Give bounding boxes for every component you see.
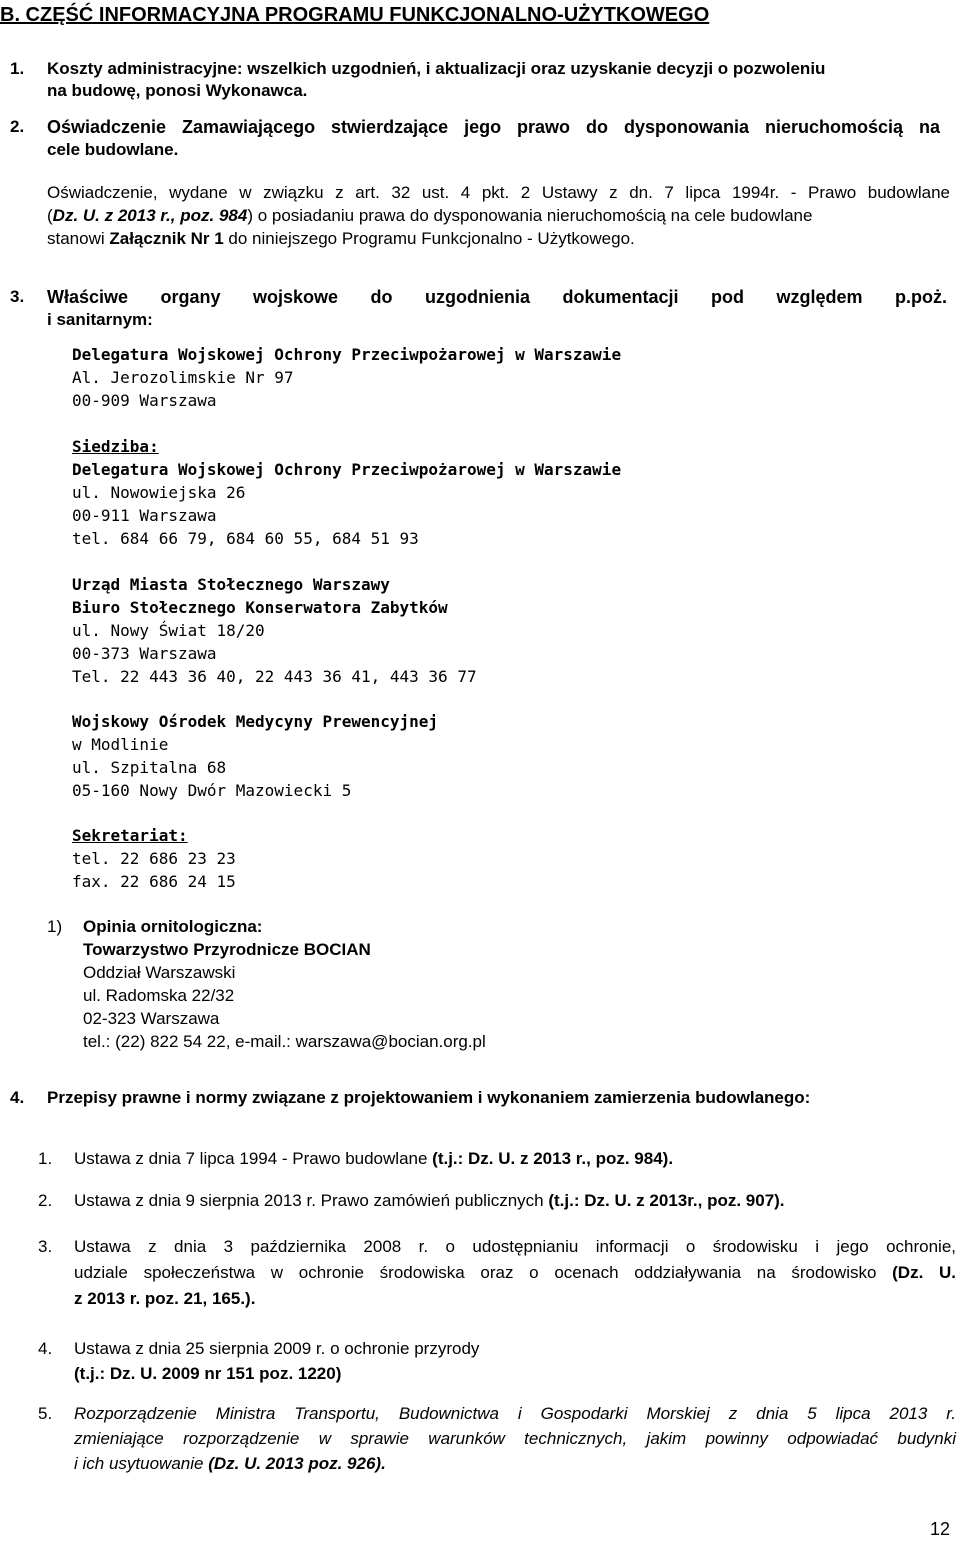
addr2-city: 00-911 Warszawa: [72, 506, 217, 525]
page-number: 12: [930, 1519, 951, 1539]
law3-line1: Ustawa z dnia 3 października 2008 r. o udostępnianiu informacji o środowisku i jego ochronie,: [74, 1237, 956, 1256]
law5-line2: zmieniające rozporządzenie w sprawie warunków technicznych, jakim powinny odpowiadać budynki: [74, 1429, 956, 1448]
law4-line2: (t.j.: Dz. U. 2009 nr 151 poz. 1220): [74, 1364, 342, 1383]
addr4-name2: w Modlinie: [72, 735, 169, 754]
opinion-title: Opinia ornitologiczna:: [83, 917, 263, 936]
addr4-label: Sekretariat:: [72, 826, 188, 845]
addr2-label: Siedziba:: [72, 437, 159, 456]
addr3-street: ul. Nowy Świat 18/20: [72, 621, 265, 640]
item2-line2: cele budowlane.: [47, 140, 179, 159]
item3-number: 3.: [10, 287, 25, 306]
law1-number: 1.: [38, 1149, 53, 1168]
law3-line3: z 2013 r. poz. 21, 165.).: [74, 1289, 256, 1308]
item3-line1: Właściwe organy wojskowe do uzgodnienia dokumentacji pod względem p.poż.: [47, 287, 947, 307]
law1-text: Ustawa z dnia 7 lipca 1994 - Prawo budowlane (t.j.: Dz. U. z 2013 r., poz. 984).: [74, 1149, 674, 1168]
opinion-org: Towarzystwo Przyrodnicze BOCIAN: [83, 940, 371, 959]
addr3-name1: Urząd Miasta Stołecznego Warszawy: [72, 575, 390, 594]
opinion-city: 02-323 Warszawa: [83, 1009, 220, 1028]
addr2-phone: tel. 684 66 79, 684 60 55, 684 51 93: [72, 529, 419, 548]
addr4-city: 05-160 Nowy Dwór Mazowiecki 5: [72, 781, 352, 800]
addr1-name: Delegatura Wojskowej Ochrony Przeciwpożarowej w Warszawie: [72, 345, 622, 364]
addr4-fax: fax. 22 686 24 15: [72, 872, 236, 891]
law3-number: 3.: [38, 1237, 53, 1256]
addr2-name: Delegatura Wojskowej Ochrony Przeciwpożarowej w Warszawie: [72, 460, 622, 479]
law4-number: 4.: [38, 1339, 53, 1358]
item2-para-line3: stanowi Załącznik Nr 1 do niniejszego Programu Funkcjonalno - Użytkowego.: [47, 229, 635, 248]
item1-line2: na budowę, ponosi Wykonawca.: [47, 81, 308, 100]
opinion-number: 1): [47, 917, 63, 936]
item1-line1: Koszty administracyjne: wszelkich uzgodnień, i aktualizacji oraz uzyskanie decyzji o pozwoleniu: [47, 59, 826, 78]
addr4-name1: Wojskowy Ośrodek Medycyny Prewencyjnej: [72, 712, 439, 731]
addr1-street: Al. Jerozolimskie Nr 97: [72, 368, 294, 387]
item2-line1: Oświadczenie Zamawiającego stwierdzające jego prawo do dysponowania nieruchomością na: [47, 117, 940, 137]
law5-line1: Rozporządzenie Ministra Transportu, Budownictwa i Gospodarki Morskiej z dnia 5 lipca 2013 r.: [74, 1404, 956, 1423]
item4-title: Przepisy prawne i normy związane z projektowaniem i wykonaniem zamierzenia budowlanego:: [47, 1088, 811, 1107]
law4-line1: Ustawa z dnia 25 sierpnia 2009 r. o ochronie przyrody: [74, 1339, 480, 1358]
law2-text: Ustawa z dnia 9 sierpnia 2013 r. Prawo zamówień publicznych (t.j.: Dz. U. z 2013r., poz. 907).: [74, 1191, 785, 1210]
addr4-phone: tel. 22 686 23 23: [72, 849, 236, 868]
law2-number: 2.: [38, 1191, 53, 1210]
addr1-city: 00-909 Warszawa: [72, 391, 217, 410]
item1-number: 1.: [10, 59, 25, 78]
addr3-phone: Tel. 22 443 36 40, 22 443 36 41, 443 36 77: [72, 667, 477, 686]
item3-line2: i sanitarnym:: [47, 310, 153, 329]
item2-para-line1: Oświadczenie, wydane w związku z art. 32 ust. 4 pkt. 2 Ustawy z dn. 7 lipca 1994r. - Prawo budowlane: [47, 183, 950, 202]
opinion-branch: Oddział Warszawski: [83, 963, 236, 982]
addr3-name2: Biuro Stołecznego Konserwatora Zabytków: [72, 598, 448, 617]
opinion-street: ul. Radomska 22/32: [83, 986, 235, 1005]
item2-para-line2: (Dz. U. z 2013 r., poz. 984) o posiadaniu prawa do dysponowania nieruchomością na cele budowlane: [47, 206, 813, 225]
section-title: B. CZĘŚĆ INFORMACYJNA PROGRAMU FUNKCJONALNO-UŻYTKOWEGO: [0, 4, 710, 26]
addr4-street: ul. Szpitalna 68: [72, 758, 227, 777]
addr2-street: ul. Nowowiejska 26: [72, 483, 246, 502]
law3-line2: udziale społeczeństwa w ochronie środowiska oraz o ocenach oddziaływania na środowisko (Dz. U.: [74, 1263, 956, 1282]
law5-number: 5.: [38, 1404, 53, 1423]
opinion-contact: tel.: (22) 822 54 22, e-mail.: warszawa@bocian.org.pl: [83, 1032, 486, 1051]
item4-number: 4.: [10, 1088, 25, 1107]
item2-number: 2.: [10, 117, 25, 136]
addr3-city: 00-373 Warszawa: [72, 644, 217, 663]
law5-line3: i ich usytuowanie (Dz. U. 2013 poz. 926).: [74, 1454, 386, 1473]
